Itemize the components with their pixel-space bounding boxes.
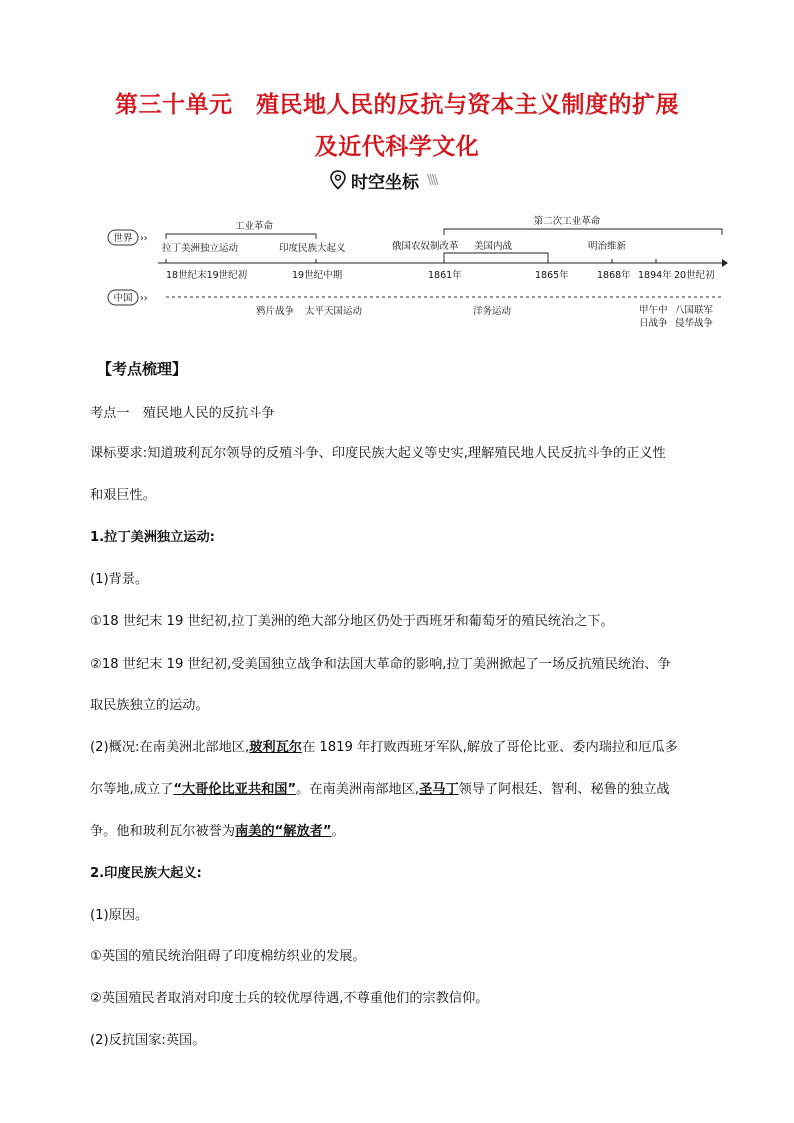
background-point2-line2: 取民族独立的运动。 [90, 698, 209, 713]
curriculum-line2: 和艰巨性。 [90, 488, 156, 503]
coordinate-title: 时空坐标 [351, 172, 419, 193]
overview-text: 在 1819 年打败西班牙军队,解放了哥伦比亚、委内瑞拉和厄瓜多 [301, 740, 678, 755]
overview-line2 [90, 778, 670, 797]
event-self-strengthening: 洋务运动 [473, 306, 512, 317]
keyword-bolivar: 玻利瓦尔 [249, 740, 302, 755]
overview-text: 。在南美洲南部地区, [296, 782, 420, 797]
overview-text: 。 [331, 824, 345, 839]
event-latin-america: 拉丁美洲独立运动 [162, 243, 239, 254]
industrial-revolution-bracket [166, 234, 316, 239]
event-sino-japanese-1: 甲午中 [639, 305, 668, 316]
decorative-hatch: \\\\ [427, 172, 437, 188]
date-1865: 1865年 [535, 270, 569, 281]
date-mid-19c: 19世纪中期 [292, 270, 343, 281]
industrial-revolution-label: 工业革命 [234, 221, 274, 232]
date-1894: 1894年 [638, 270, 672, 281]
event-russia-reform: 俄国农奴制改革 [392, 241, 459, 252]
second-industrial-revolution-bracket [444, 229, 722, 235]
heading-india-uprising: 2.印度民族大起义: [90, 866, 202, 881]
arrow-glyph: ›› [140, 233, 148, 244]
location-pin-icon [329, 170, 347, 190]
overview-text: 争。他和玻利瓦尔被誉为 [90, 824, 236, 839]
date-1868: 1868年 [597, 270, 631, 281]
event-meiji: 明治维新 [588, 241, 627, 252]
date-18c-19c: 18世纪末19世纪初 [166, 270, 248, 281]
world-axis-arrowhead [722, 259, 728, 267]
event-eight-nation-1: 八国联军 [675, 305, 714, 316]
keyword-liberator: 南美的“解放者” [235, 824, 332, 839]
page-title-line1: 第三十单元 殖民地人民的反抗与资本主义制度的扩展 [115, 92, 679, 118]
background-label: (1)背景。 [90, 572, 149, 587]
world-badge [108, 230, 148, 245]
cause-point2: ②英国殖民者取消对印度士兵的较优厚待遇,不尊重他们的宗教信仰。 [90, 991, 489, 1006]
background-point1: ①18 世纪末 19 世纪初,拉丁美洲的绝大部分地区仍处于西班牙和葡萄牙的殖民统治之下。 [90, 614, 614, 629]
arrow-glyph: ›› [140, 293, 148, 304]
world-label: 世界 [113, 233, 133, 244]
target-country: (2)反抗国家:英国。 [90, 1033, 206, 1048]
date-1861: 1861年 [428, 270, 462, 281]
event-sino-japanese-2: 日战争 [639, 318, 668, 329]
overview-line3 [90, 820, 345, 839]
heading-latin-america: 1.拉丁美洲独立运动: [90, 530, 215, 545]
second-industrial-revolution-label: 第二次工业革命 [533, 216, 601, 227]
timeline-diagram [0, 205, 794, 335]
event-opium-war: 鸦片战争 [256, 306, 295, 317]
civil-war-span [444, 253, 548, 259]
event-taiping: 太平天国运动 [305, 306, 363, 317]
overview-line1 [90, 736, 678, 755]
section-heading: 【考点梳理】 [97, 360, 188, 378]
cause-label: (1)原因。 [90, 908, 149, 923]
coordinate-header [329, 168, 437, 192]
cause-point1: ①英国的殖民统治阻碍了印度棉纺织业的发展。 [90, 949, 366, 964]
event-india-uprising: 印度民族大起义 [279, 243, 346, 254]
keyword-san-martin: 圣马丁 [419, 782, 459, 797]
overview-text: (2)概况:在南美洲北部地区, [90, 740, 250, 755]
topic-title: 考点一 殖民地人民的反抗斗争 [90, 406, 275, 421]
overview-text: 领导了阿根廷、智利、秘鲁的独立战 [458, 782, 670, 797]
event-us-civil-war: 美国内战 [474, 241, 513, 252]
event-eight-nation-2: 侵华战争 [675, 318, 714, 329]
keyword-gran-colombia: “大哥伦比亚共和国” [173, 782, 297, 797]
china-badge [108, 290, 148, 305]
date-20c: 20世纪初 [674, 270, 715, 281]
overview-text: 尔等地,成立了 [90, 782, 174, 797]
page-title-line2: 及近代科学文化 [314, 134, 480, 160]
curriculum-line1: 课标要求:知道玻利瓦尔领导的反殖斗争、印度民族大起义等史实,理解殖民地人民反抗斗争的正义性 [90, 446, 666, 461]
world-axis-ticks [166, 259, 656, 263]
background-point2-line1: ②18 世纪末 19 世纪初,受美国独立战争和法国大革命的影响,拉丁美洲掀起了一场反抗殖民统治、争 [90, 657, 671, 672]
china-label: 中国 [113, 293, 133, 304]
